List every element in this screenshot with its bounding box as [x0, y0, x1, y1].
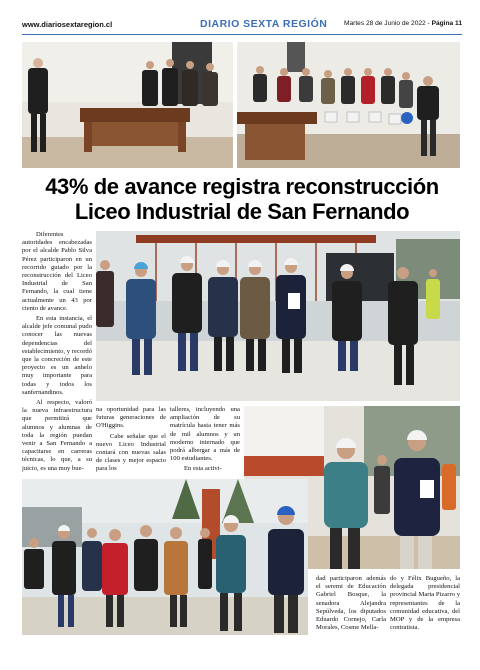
paragraph: na oportunidad para las futuras generaciones de O'Higgins.: [96, 406, 166, 430]
photo-meeting-right: [237, 42, 460, 168]
paragraph: dad participaron además el seremi de Educación Gabriel Bosque, la senadora Alejandra Sepúlveda, los diputados Eduardo Cornejo, Carla Morales, Cosme Mella-: [316, 575, 386, 632]
headline-line-1: 43% de avance registra reconstrucción: [45, 174, 439, 199]
photo-site-visit: [96, 231, 460, 401]
date-page: [344, 20, 462, 27]
article-column-4: [316, 575, 386, 632]
page-number: Página 11: [431, 20, 462, 27]
newspaper-brand: DIARIO SEXTA REGIÓN: [200, 18, 328, 30]
headline: [22, 174, 462, 224]
paragraph: do y Félix Bugueño, la delegada presidencial provincial Marta Pizarro y representantes de la comunidad educativa, del MOP y de la empresa contratista.: [390, 575, 460, 632]
issue-date: Martes 28 de Junio de 2022 -: [343, 20, 432, 27]
article-column-1: [22, 231, 92, 473]
headline-line-2: Liceo Industrial de San Fernando: [74, 199, 410, 224]
article-column-3: [170, 406, 240, 474]
paragraph: Diferentes autoridades encabezadas por el alcalde Pablo Silva Pérez participaron en un recorrido guiado por la reconstrucción del Liceo Industrial de San Fernando, la cual tiene actualmente un 43 por ciento de avance.: [22, 231, 92, 312]
photo-meeting-left: [22, 42, 233, 168]
paragraph: Al respecto, valoró la nueva infraestructura que permitirá que alumnos y alumnas de toda la región puedan venir a San Fernando a capacitarse en carreras técnicas, lo que, a su juicio, es una muy bue-: [22, 399, 92, 472]
article-column-2: [96, 406, 166, 474]
header-rule: [22, 34, 462, 35]
page-header: [22, 20, 462, 34]
paragraph: talleres, incluyendo una ampliación de su matrícula hasta tener más de mil alumnos y un moderno internado que podrá albergar a más de 100 estudiantes.: [170, 406, 240, 463]
paragraph: Cabe señalar que el nuevo Liceo Industrial contará con nuevas salas de clases y mejor espacio para los: [96, 432, 166, 473]
article-column-5: [390, 575, 460, 632]
photo-group-tour: [22, 479, 308, 635]
paragraph: En esta activi-: [184, 465, 222, 473]
paragraph: En esta instancia, el alcalde jefe comunal pudo conocer las nuevas dependencias del establecimiento, y recordó que la concreción de este proyecto es un anhelo muy importante para todas y todos los sanfernandinos.: [22, 315, 92, 396]
site-url: www.diariosextaregion.cl: [22, 20, 113, 29]
